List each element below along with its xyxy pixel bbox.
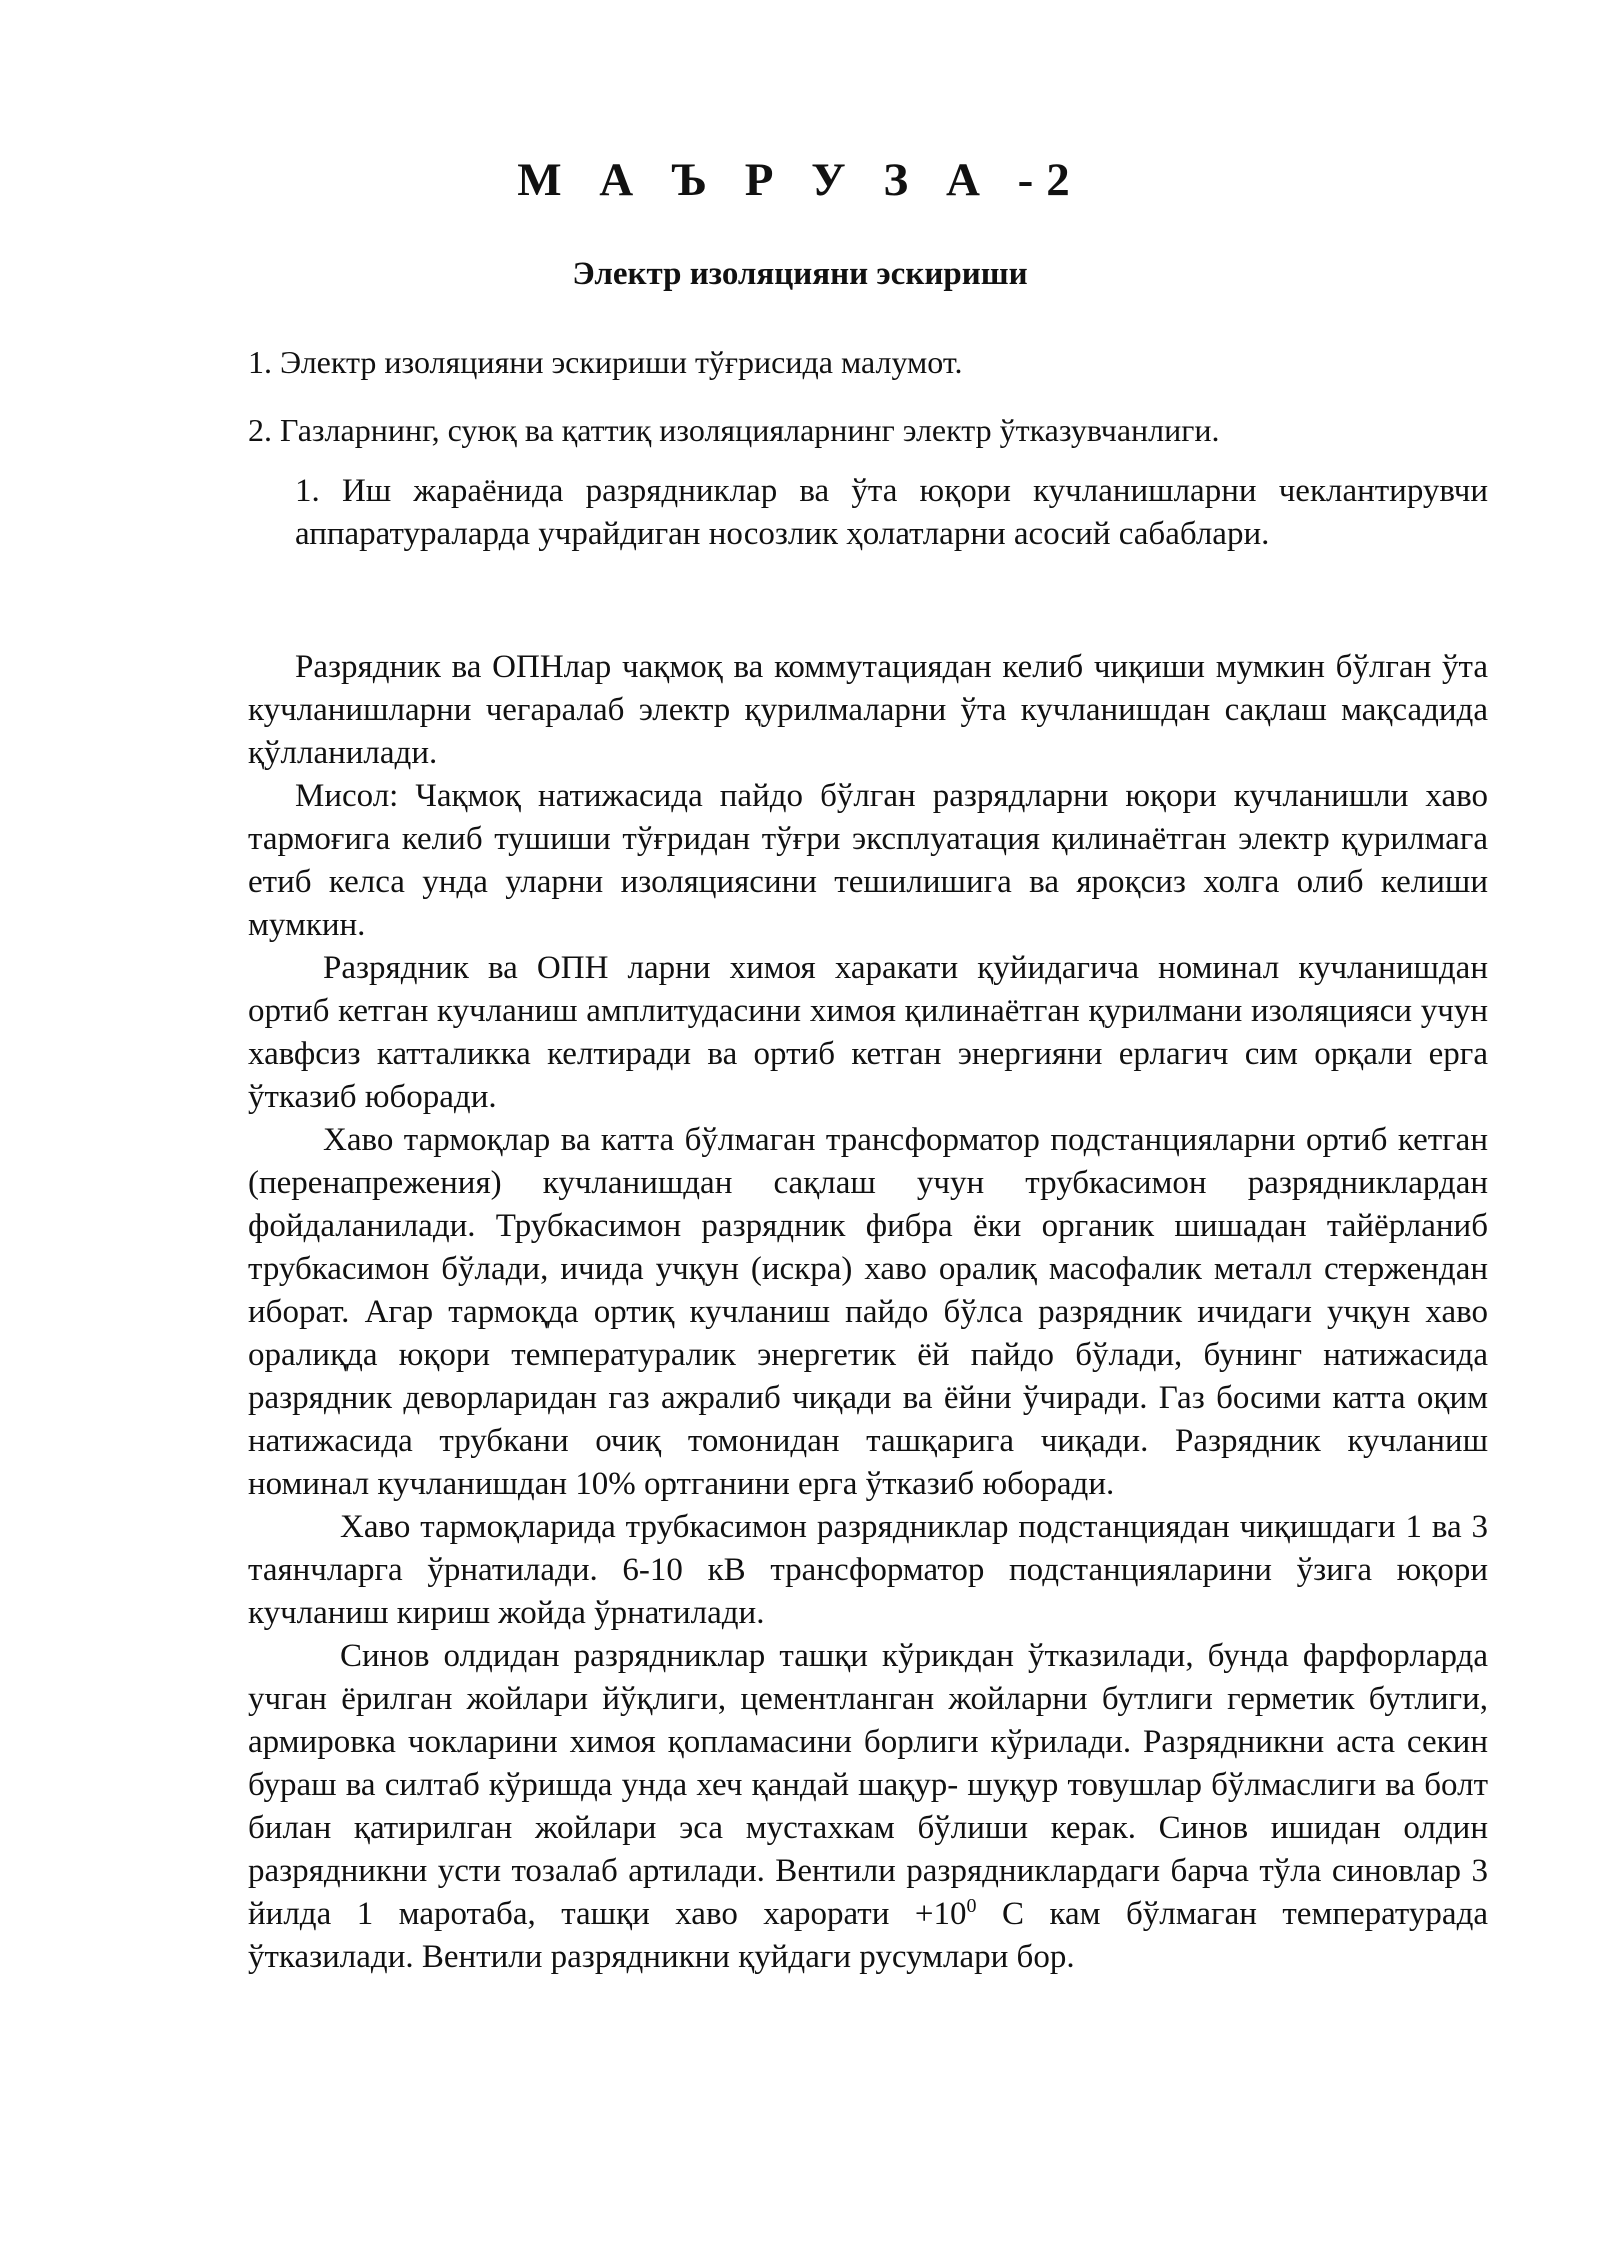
outline-item-1: 1. Электр изоляцияни эскириши тўғрисида малумот. (248, 344, 963, 380)
paragraph-5: Хаво тармоқларида трубкасимон разрядниклар подстанциядан чиқишдаги 1 ва 3 таянчларга ўрнатилади. 6-10 кВ трансформатор подстанцияларини ўзига юқори кучланиш кириш жойда ўрнатилади. (248, 1509, 1488, 1631)
paragraph-2: Мисол: Чақмоқ натижасида пайдо бўлган разрядларни юқори кучланишли хаво тармоғига келиб тушиши тўғридан тўғри эксплуатация қилинаётган электр қурилмага етиб келса унда уларни изоляциясини тешилишига ва яроқсиз холга олиб келиши мумкин. (248, 778, 1488, 943)
degree-superscript: 0 (966, 1895, 977, 1917)
lecture-title: М А Ъ Р У З А -2 (517, 154, 1083, 206)
paragraph-6-text-a: Синов олдидан разрядниклар ташқи кўрикдан ўтказилади, бунда фарфорларда учган ёрилган жойлари йўқлиги, цементланган жойларни бутлиги герметик бутлиги, армировка чокларини химоя қопламасини борлиги кўрилади. Разрядникни аста секин бураш ва силтаб кўришда унда хеч қандай шақур- шуқур товушлар бўлмаслиги ва болт билан қатирилган жойлари эса мустахкам бўлиши керак. Синов ишидан олдин разрядникни усти тозалаб артилади. Вентили разрядниклардаги барча тўла синовлар 3 йилда 1 маротаба, ташқи хаво харорати +10 (248, 1638, 1488, 1932)
outline-item-2: 2. Газларнинг, суюқ ва қаттиқ изоляцияларнинг электр ўтказувчанлиги. (248, 412, 1220, 448)
paragraph-6-text-b: С кам бўлмаган температурада ўтказилади. Вентили разрядникни қуйдаги русумлари бор. (248, 1896, 1489, 1975)
paragraph-6 (248, 1635, 1488, 1979)
paragraph-4: Хаво тармоқлар ва катта бўлмаган трансформатор подстанцияларни ортиб кетган (перенапрежения) кучланишдан сақлаш учун трубкасимон разрядниклардан фойдаланилади. Трубкасимон разрядник фибра ёки органик шишадан тайёрланиб трубкасимон бўлади, ичида учқун (искра) хаво оралиқ масофалик металл стержендан иборат. Агар тармоқда ортиқ кучланиш пайдо бўлса разрядник ичидаги учқун хаво оралиқда юқори температуралик энергетик ёй пайдо бўлади, бунинг натижасида разрядник деворларидан газ ажралиб чиқади ва ёйни ўчиради. Газ босими катта оқим натижасида трубкани очиқ томонидан ташқарига чиқади. Разрядник кучланиш номинал кучланишдан 10% ортганини ерга ўтказиб юборади. (248, 1122, 1488, 1502)
paragraph-3: Разрядник ва ОПН ларни химоя харакати қуйидагича номинал кучланишдан ортиб кетган кучланиш амплитудасини химоя қилинаётган қурилмани изоляцияси учун хавфсиз катталикка келтиради ва ортиб кетган энергияни ерлагич сим орқали ерга ўтказиб юборади. (248, 950, 1488, 1115)
sub-item-causes: 1. Иш жараёнида разрядниклар ва ўта юқори кучланишларни чеклантирувчи аппаратураларда учрайдиган носозлик ҳолатларни асосий сабаблари. (295, 473, 1488, 552)
body-text (248, 646, 1488, 1979)
lecture-subtitle: Электр изоляцияни эскириши (572, 256, 1028, 292)
paragraph-1: Разрядник ва ОПНлар чақмоқ ва коммутациядан келиб чиқиши мумкин бўлган ўта кучланишларни чегаралаб электр қурилмаларни ўта кучланишдан сақлаш мақсадида қўлланилади. (248, 649, 1488, 771)
